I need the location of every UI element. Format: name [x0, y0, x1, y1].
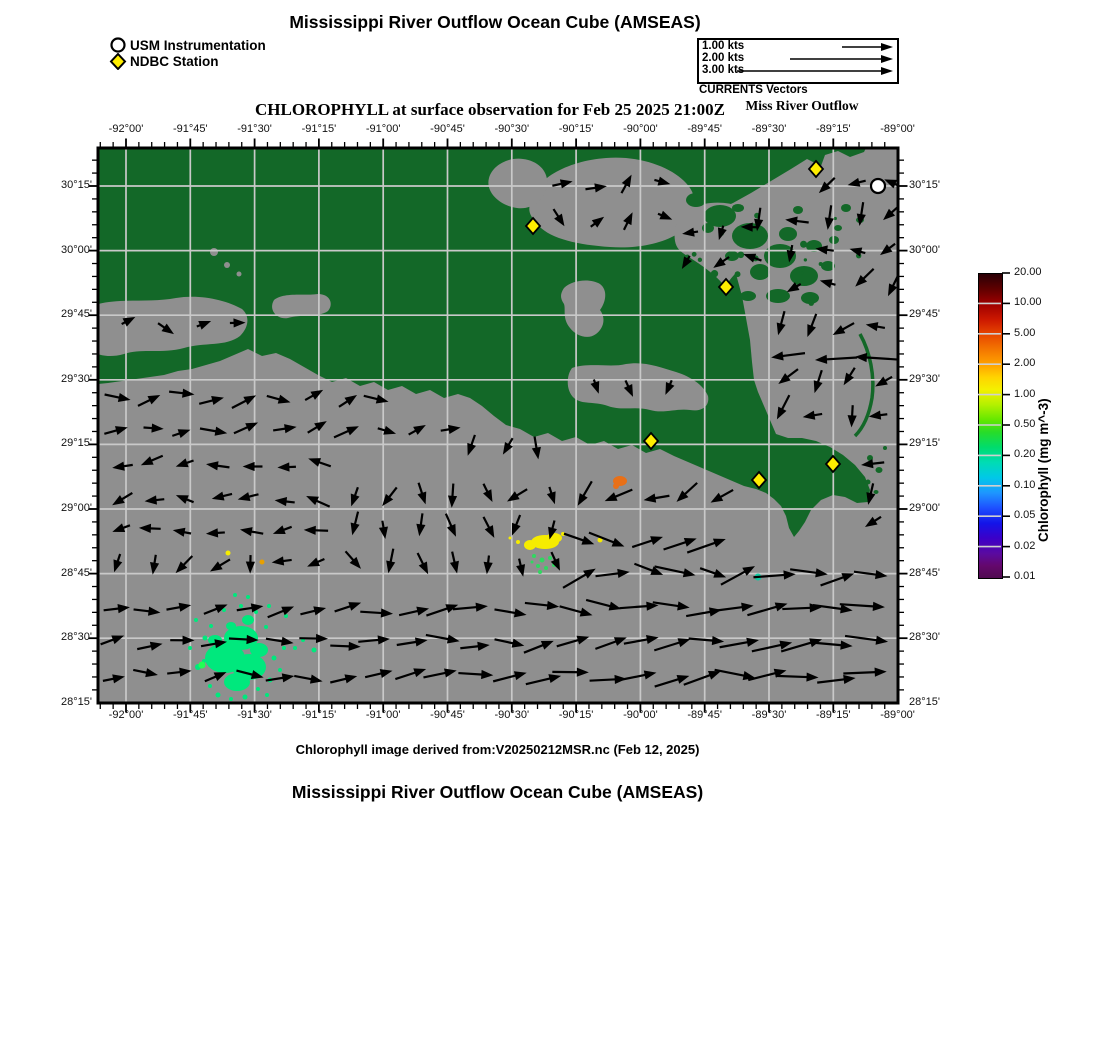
- legend-ndbc-label: NDBC Station: [130, 53, 219, 69]
- x-axis-label-top: -91°00': [365, 123, 401, 135]
- x-axis-label-bottom: -91°30': [237, 709, 272, 721]
- marsh-speck: [735, 271, 741, 277]
- x-axis-label-bottom: -92°00': [108, 709, 144, 721]
- x-axis-label-top: -90°00': [623, 123, 658, 135]
- chl-speck-lime: [544, 566, 548, 570]
- usm-station-marker: [871, 179, 885, 193]
- marsh-speck: [737, 251, 744, 258]
- colorbar-tick-label: 1.00: [1014, 387, 1036, 400]
- legend-ndbc: [108, 53, 219, 71]
- y-axis-label-left: 30°15': [61, 179, 92, 191]
- y-axis-label-right: 29°30': [909, 372, 940, 385]
- chl-speck-green: [265, 693, 269, 697]
- marsh-island: [686, 193, 706, 207]
- x-axis-label-top: -89°15': [815, 123, 851, 135]
- chl-speck-green: [233, 593, 237, 597]
- marsh-island: [874, 490, 879, 494]
- x-axis-label-bottom: -89°00': [880, 709, 915, 721]
- vector-tail: [590, 679, 619, 681]
- chl-speck-lime: [536, 564, 540, 568]
- chl-speck-green: [216, 693, 221, 698]
- chl-speck-green: [239, 604, 243, 608]
- marsh-speck: [692, 252, 697, 257]
- marsh-island: [876, 467, 883, 473]
- chl-speck-green: [272, 656, 277, 661]
- chl-speck-green: [264, 625, 268, 629]
- chl-speck-lime: [540, 558, 545, 563]
- chl-speck-amber: [260, 560, 265, 565]
- chl-speck-green: [256, 687, 260, 691]
- map-subtitle: CHLOROPHYLL at surface observation for Feb 25 2025 21:00Z: [255, 100, 725, 119]
- y-axis-label-left: 29°45': [61, 308, 92, 321]
- chl-speck-green: [267, 604, 271, 608]
- chl-speck-green: [194, 618, 198, 622]
- chl-speck-lime: [531, 561, 534, 564]
- map-canvas: [98, 148, 898, 703]
- chl-speck-yellow: [516, 540, 520, 544]
- y-axis-label-left: 29°30': [61, 372, 92, 385]
- chl-speck-lime: [548, 556, 552, 560]
- chl-speck-lime: [532, 554, 536, 558]
- small-lake: [224, 262, 230, 268]
- marsh-speck: [800, 241, 807, 248]
- currents-caption: CURRENTS Vectors: [699, 84, 808, 96]
- colorbar-tick-label: 0.01: [1014, 570, 1036, 582]
- ndbc-diamond-icon: [108, 53, 130, 70]
- kts-arrow-head: [881, 55, 893, 63]
- y-axis-label-right: 28°15': [909, 695, 940, 708]
- chl-speck-green: [312, 648, 317, 653]
- marsh-island: [834, 225, 842, 231]
- x-axis-label-bottom: -90°30': [494, 709, 530, 721]
- y-axis-label-right: 28°45': [909, 566, 940, 579]
- page-title: Mississippi River Outflow Ocean Cube (AMSEAS): [289, 12, 701, 32]
- x-axis-label-bottom: -89°30': [751, 709, 787, 721]
- marsh-speck: [711, 270, 718, 277]
- marsh-island: [866, 480, 871, 485]
- chl-bloom-green: [226, 622, 236, 630]
- chl-speck-green: [293, 646, 297, 650]
- chl-patch-orange: [613, 483, 619, 489]
- x-axis-label-bottom: -91°15': [301, 709, 337, 721]
- x-axis-label-top: -89°00': [880, 123, 915, 135]
- y-axis-label-left: 30°00': [61, 243, 92, 256]
- marsh-speck: [808, 300, 814, 306]
- colorbar-title: Chlorophyll (mg m^-3): [1036, 398, 1051, 542]
- chl-speck-green: [278, 668, 282, 672]
- colorbar-tick-label: 0.05: [1014, 509, 1036, 522]
- x-axis-label-top: -90°45': [430, 123, 465, 135]
- y-axis-label-right: 29°15': [909, 437, 940, 450]
- usm-circle-icon: [108, 37, 130, 53]
- y-axis-label-right: 30°00': [909, 243, 940, 256]
- marsh-speck: [698, 258, 702, 262]
- chl-speck-green: [208, 684, 212, 688]
- chl-patch-yellow: [524, 540, 536, 550]
- marsh-island: [732, 204, 744, 212]
- small-lake: [237, 272, 242, 277]
- kts-label: 1.00 kts: [702, 40, 745, 52]
- colorbar-tick-label: 0.10: [1014, 478, 1036, 491]
- y-axis-label-right: 30°15': [909, 179, 940, 191]
- y-axis-label-right: 28°30': [909, 631, 940, 644]
- marsh-island: [883, 446, 887, 450]
- kts-arrow-head: [881, 43, 893, 51]
- chl-speck-green: [246, 595, 250, 599]
- x-axis-label-top: -89°45': [687, 123, 722, 135]
- kts-label: 2.00 kts: [702, 52, 745, 64]
- chl-bloom-green: [224, 673, 250, 691]
- x-axis-label-top: -91°30': [237, 123, 272, 135]
- x-axis-label-bottom: -91°45': [172, 709, 208, 721]
- marsh-speck: [819, 262, 823, 266]
- y-axis-label-right: 29°00': [909, 502, 940, 514]
- vector-tail: [782, 608, 813, 609]
- chl-speck-green: [203, 636, 208, 641]
- chl-speck-green: [229, 697, 233, 701]
- y-axis-label-left: 28°15': [61, 695, 92, 708]
- outflow-label: Miss River Outflow: [745, 98, 859, 113]
- kts-arrow-head: [881, 67, 893, 75]
- y-axis-label-left: 28°45': [61, 566, 92, 579]
- kts-label: 3.00 kts: [702, 64, 745, 76]
- x-axis-label-bottom: -89°45': [687, 709, 722, 721]
- chl-bloom-green: [242, 615, 254, 625]
- y-axis-label-right: 29°45': [909, 308, 940, 321]
- bottom-title: Mississippi River Outflow Ocean Cube (AMSEAS): [291, 782, 704, 802]
- x-axis-label-top: -90°30': [494, 123, 530, 135]
- marsh-speck: [834, 217, 837, 220]
- chl-speck-green: [209, 624, 213, 628]
- small-lake: [210, 248, 218, 256]
- x-axis-label-bottom: -89°15': [815, 709, 851, 721]
- colorbar-tick-label: 10.00: [1014, 296, 1042, 309]
- colorbar-tick-label: 0.20: [1014, 448, 1036, 461]
- x-axis-label-top: -91°45': [172, 123, 208, 135]
- marsh-speck: [799, 271, 803, 275]
- vector-tail: [843, 672, 878, 674]
- x-axis-label-top: -89°30': [751, 123, 787, 135]
- marsh-island: [702, 223, 714, 233]
- chl-patch-yellow: [546, 533, 562, 543]
- chl-speck-bright: [199, 662, 206, 669]
- x-axis-label-bottom: -90°15': [558, 709, 594, 721]
- colorbar-tick-label: 2.00: [1014, 357, 1036, 370]
- legend-usm-label: USM Instrumentation: [130, 38, 266, 53]
- x-axis-label-bottom: -91°00': [365, 709, 401, 721]
- chl-speck-green: [188, 646, 192, 650]
- chl-speck-green: [243, 695, 248, 700]
- x-axis-label-bottom: -90°00': [623, 709, 658, 721]
- marsh-speck: [804, 258, 807, 261]
- x-axis-label-top: -90°15': [558, 123, 594, 135]
- x-axis-label-top: -91°15': [301, 123, 337, 135]
- source-caption: Chlorophyll image derived from:V20250212MSR.nc (Feb 12, 2025): [295, 742, 700, 757]
- colorbar-tick-label: 5.00: [1014, 326, 1036, 339]
- marsh-island: [793, 206, 803, 214]
- y-axis-label-left: 28°30': [61, 631, 92, 644]
- x-axis-label-top: -92°00': [108, 123, 144, 135]
- marsh-island: [779, 227, 797, 241]
- colorbar-tick-label: 0.50: [1014, 418, 1036, 430]
- chl-speck-lime: [538, 570, 542, 574]
- marsh-island: [750, 264, 770, 280]
- chl-bloom-green: [250, 643, 268, 657]
- chl-speck-yellow: [226, 551, 231, 556]
- x-axis-label-bottom: -90°45': [430, 709, 465, 721]
- vector-tail: [776, 676, 811, 677]
- chl-speck-yellow: [509, 537, 512, 540]
- y-axis-label-left: 29°15': [61, 437, 92, 450]
- marsh-speck: [747, 292, 750, 295]
- colorbar-tick-label: 20.00: [1014, 266, 1042, 278]
- marsh-island: [841, 204, 851, 212]
- chl-speck-green: [282, 646, 286, 650]
- y-axis-label-left: 29°00': [61, 502, 92, 514]
- colorbar-tick-label: 0.02: [1014, 539, 1036, 552]
